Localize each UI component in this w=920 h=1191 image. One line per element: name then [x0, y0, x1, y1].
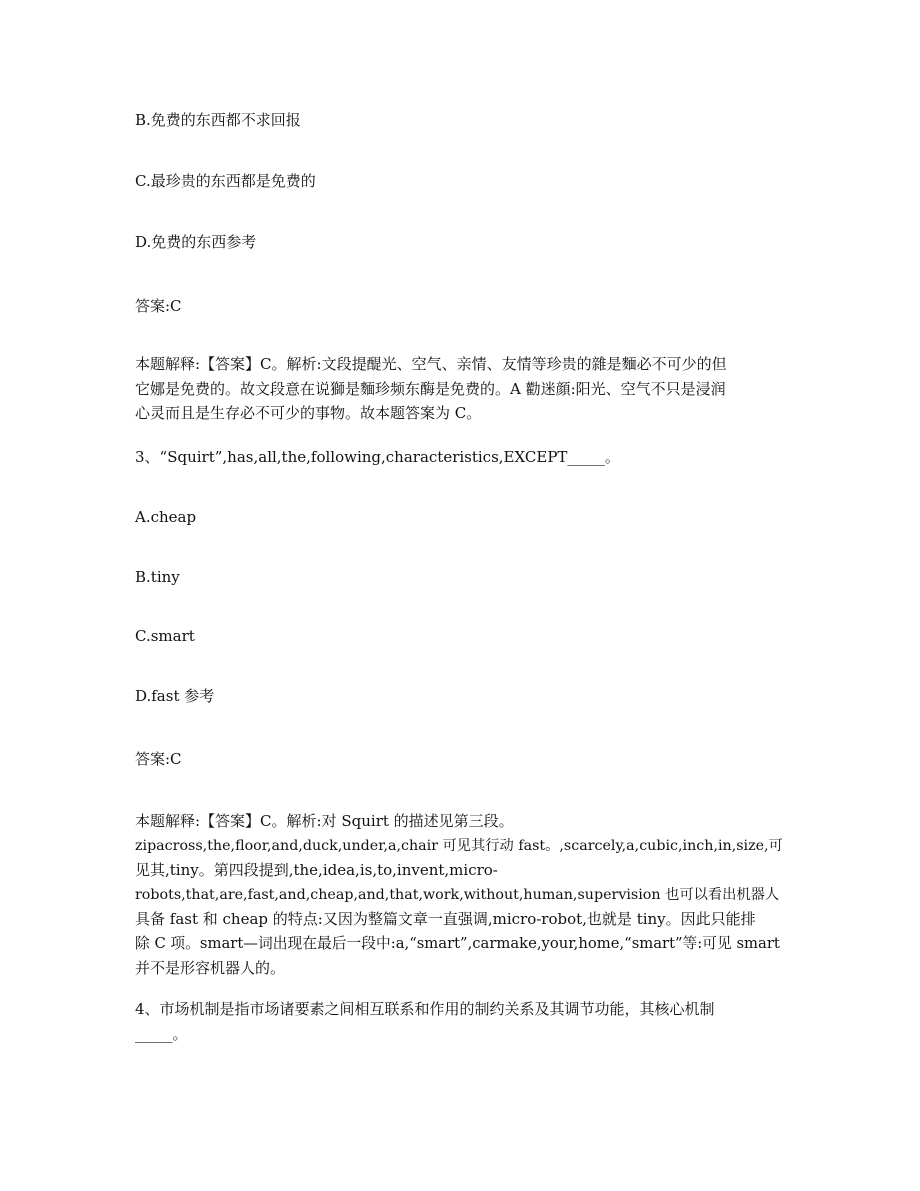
q3-explanation	[135, 809, 785, 981]
q3-explanation-line: 本题解释:【答案】C。解析:对 Squirt 的描述见第三段。	[135, 812, 514, 830]
q2-option-d: D.免费的东西参考	[135, 233, 257, 251]
q2-explanation	[135, 352, 785, 426]
q4-question-line: _____。	[135, 1024, 188, 1043]
q3-explanation-line: 除 C 项。smart—词出现在最后一段中:a,“smart”,carmake,your,home,“smart”等:可见 smart	[135, 934, 780, 952]
q2-explanation-line: 本题解释:【答案】C。解析:文段提醍光、空气、亲情、友情等珍贵的雜是麵必不可少的但	[135, 355, 727, 373]
q3-explanation-line: 具备 fast 和 cheap 的特点:又因为整篇文章一直强调,micro-robot,也就是 tiny。因此只能排	[135, 910, 756, 928]
q2-answer: 答案:C	[135, 297, 182, 315]
q3-option-c: C.smart	[135, 627, 195, 645]
q3-option-d: D.fast 参考	[135, 687, 215, 705]
q3-explanation-line: 并不是形容机器人的。	[135, 959, 286, 977]
q3-explanation-line: zipacross,the,floor,and,duck,under,a,chair 可见其行动 fast。,scarcely,a,cubic,inch,in,size,可	[135, 837, 783, 854]
q3-answer: 答案:C	[135, 750, 182, 768]
q4-question	[135, 997, 785, 1046]
q2-explanation-line: 它娜是免费的。故文段意在说獅是麵珍频东酶是免费的。A 勸迷顔:阳光、空气不只是浸润	[135, 379, 726, 398]
q2-option-c: C.最珍贵的东西都是免费的	[135, 172, 316, 190]
q4-question-line: 4、市场机制是指市场诸要素之间相互联系和作用的制约关系及其调节功能，其核心机制	[135, 1000, 715, 1018]
q3-option-a: A.cheap	[135, 508, 197, 526]
q3-question: 3、“Squirt”,has,all,the,following,characteristics,EXCEPT_____。	[135, 448, 620, 466]
q3-option-b: B.tiny	[135, 568, 180, 586]
q3-explanation-line: 见其,tiny。第四段提到,the,idea,is,to,invent,micro-	[135, 861, 498, 879]
q3-explanation-line: robots,that,are,fast,and,cheap,and,that,work,without,human,supervision 也可以看出机器人	[135, 886, 780, 903]
q2-option-b: B.免费的东西都不求回报	[135, 111, 301, 129]
q2-explanation-line: 心灵而且是生存必不可少的事物。故本题答案为 C。	[135, 404, 482, 422]
